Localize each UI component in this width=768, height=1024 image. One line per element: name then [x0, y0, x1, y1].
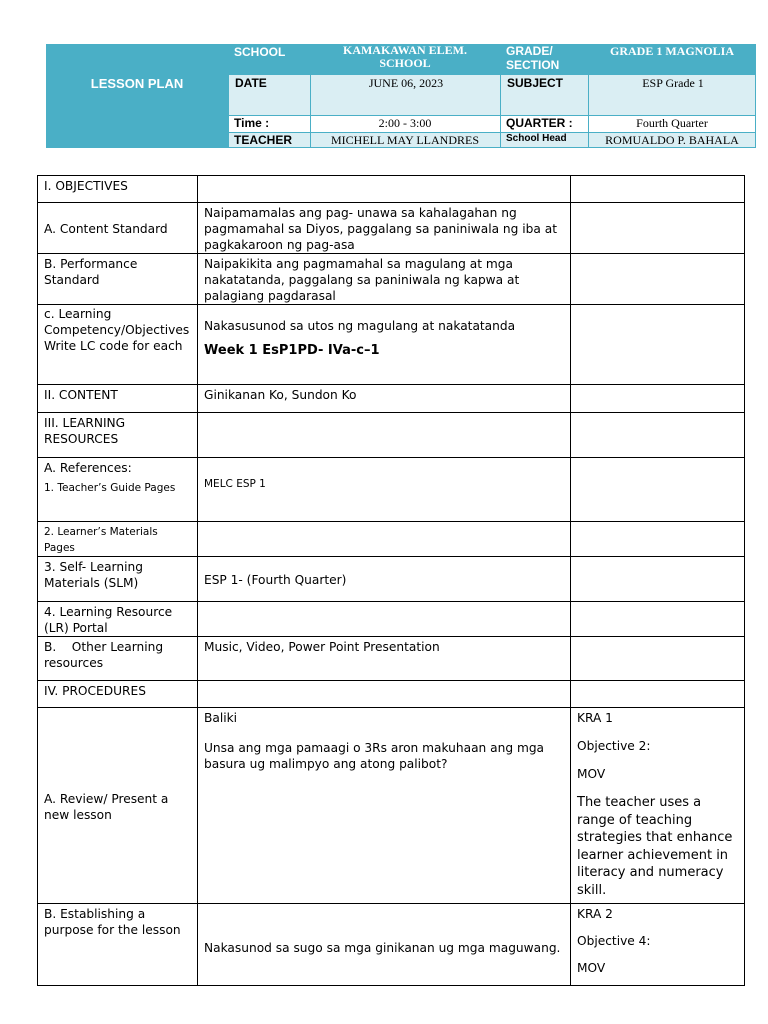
other-resources-value: Music, Video, Power Point Presentation	[198, 637, 571, 681]
content-label: II. CONTENT	[38, 385, 198, 413]
quarter-value: Fourth Quarter	[636, 116, 708, 130]
performance-standard-value: Naipakikita ang pagmamahal sa magulang at mga nakatatanda, paggalang sa paniniwala ng kapwa at palagiang pagdarasal	[198, 254, 571, 305]
table-row	[38, 637, 745, 681]
time-label: Time :	[234, 116, 270, 130]
lesson-plan-table	[37, 175, 745, 986]
review-mov: MOV	[577, 767, 606, 781]
purpose-value: Nakasunod sa sugo sa mga ginikanan ug mga maguwang.	[198, 904, 571, 986]
references-label: A. References:	[44, 461, 132, 475]
header-divider	[228, 74, 229, 148]
review-cell	[198, 708, 571, 904]
table-row	[38, 458, 745, 522]
table-row	[38, 385, 745, 413]
table-row	[38, 522, 745, 557]
purpose-kra: KRA 2	[577, 907, 613, 921]
table-row	[38, 904, 745, 986]
purpose-objective: Objective 4:	[577, 934, 651, 948]
lesson-plan-banner	[46, 44, 228, 148]
header-row-school	[228, 44, 756, 74]
header-divider	[310, 74, 311, 148]
table-row	[38, 413, 745, 458]
header-row-teacher	[228, 133, 756, 148]
table-row	[38, 681, 745, 708]
teachers-guide-value: MELC ESP 1	[198, 458, 571, 522]
table-row	[38, 305, 745, 385]
school-head-value: ROMUALDO P. BAHALA	[605, 133, 739, 147]
lr-portal-label: 4. Learning Resource (LR) Portal	[38, 602, 198, 637]
procedures-label: IV. PROCEDURES	[38, 681, 198, 708]
review-objective: Objective 2:	[577, 739, 651, 753]
purpose-mov: MOV	[577, 961, 606, 975]
learners-materials-label: 2. Learner’s Materials Pages	[38, 522, 198, 557]
content-value: Ginikanan Ko, Sundon Ko	[198, 385, 571, 413]
slm-label: 3. Self- Learning Materials (SLM)	[38, 557, 198, 602]
review-kra: KRA 1	[577, 711, 613, 725]
time-value: 2:00 - 3:00	[378, 116, 432, 130]
header-divider	[228, 132, 756, 133]
objectives-heading: I. OBJECTIVES	[38, 176, 198, 203]
content-standard-label: A. Content Standard	[38, 203, 198, 254]
table-row	[38, 203, 745, 254]
competency-value: Nakasusunod sa utos ng magulang at nakatatanda	[204, 319, 516, 333]
header-divider	[228, 147, 756, 148]
table-row	[38, 176, 745, 203]
learning-resources-label: III. LEARNING RESOURCES	[38, 413, 198, 458]
competency-code: Week 1 EsP1PD- IVa-c–1	[204, 343, 380, 358]
header-divider	[755, 74, 756, 148]
teachers-guide-label: 1. Teacher’s Guide Pages	[44, 482, 176, 494]
school-value: KAMAKAWAN ELEM. SCHOOL	[342, 43, 467, 70]
school-head-label: School Head	[506, 133, 567, 144]
table-row	[38, 254, 745, 305]
table-row	[38, 557, 745, 602]
review-value-heading: Baliki	[204, 711, 238, 725]
review-note: The teacher uses a range of teaching strategies that enhance learner achievement in literacy and numeracy skill.	[577, 795, 733, 898]
date-label: DATE	[235, 76, 267, 90]
teacher-value: MICHELL MAY LLANDRES	[330, 133, 479, 147]
competency-cell	[198, 305, 571, 385]
school-label: SCHOOL	[234, 45, 286, 59]
other-resources-label: B. Other Learning resources	[38, 637, 198, 681]
competency-label: c. Learning Competency/Objectives Write LC code for each	[38, 305, 198, 385]
lesson-plan-title: LESSON PLAN	[90, 76, 184, 91]
subject-label: SUBJECT	[507, 76, 564, 90]
content-standard-value: Naipamamalas ang pag- unawa sa kahalagahan ng pagmamahal sa Diyos, paggalang sa paniniwala ng iba at pagkakaroon ng pag-asa	[198, 203, 571, 254]
date-value: JUNE 06, 2023	[368, 76, 444, 90]
purpose-kra-cell	[571, 904, 745, 986]
references-cell	[38, 458, 198, 522]
teacher-label: TEACHER	[234, 133, 293, 147]
quarter-label: QUARTER :	[506, 116, 573, 130]
table-row	[38, 708, 745, 904]
review-kra-cell	[571, 708, 745, 904]
review-label: A. Review/ Present a new lesson	[38, 708, 198, 904]
grade-value: GRADE 1 MAGNOLIA	[609, 44, 734, 58]
header-divider	[588, 74, 589, 148]
header-row-time	[228, 116, 756, 133]
subject-value: ESP Grade 1	[642, 76, 704, 90]
table-row	[38, 602, 745, 637]
grade-label: GRADE/ SECTION	[506, 44, 560, 72]
header-row-date	[228, 74, 756, 116]
purpose-label: B. Establishing a purpose for the lesson	[38, 904, 198, 986]
review-value-question: Unsa ang mga pamaagi o 3Rs aron makuhaan ang mga basura ug malimpyo ang atong palibot?	[204, 741, 545, 771]
slm-value: ESP 1- (Fourth Quarter)	[198, 557, 571, 602]
performance-standard-label: B. Performance Standard	[38, 254, 198, 305]
header-divider	[500, 74, 501, 148]
